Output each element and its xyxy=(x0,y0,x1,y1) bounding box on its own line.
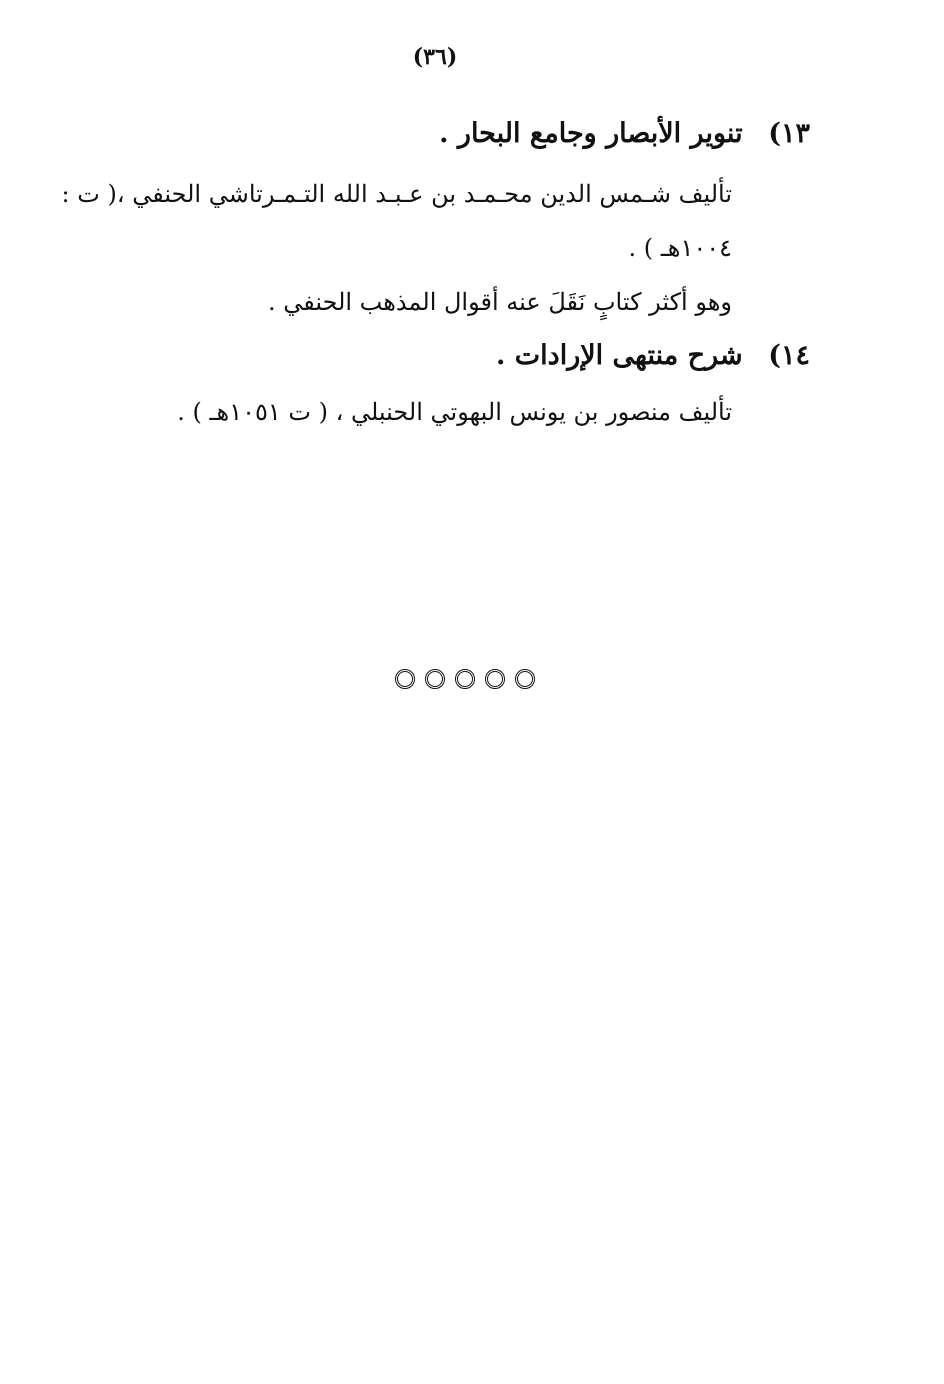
entry-13-heading xyxy=(90,118,810,149)
ornament-star-icon xyxy=(455,669,475,689)
entry-13-line-2: ١٠٠٤هـ ) . xyxy=(628,234,732,262)
entry-14-line-1: تأليف منصور بن يونس البهوتي الحنبلي ، ( ت ١٠٥١هـ ) . xyxy=(177,398,732,426)
ornament-star-icon xyxy=(425,669,445,689)
ornament-star-icon xyxy=(515,669,535,689)
entry-13-number: ١٣) xyxy=(768,118,810,149)
entry-13-line-3: وهو أكثر كتابٍ نَقَلَ عنه أقوال المذهب الحنفي . xyxy=(267,288,732,316)
entry-13-title: تنوير الأبصار وجامع البحار . xyxy=(439,118,743,149)
ornament-star-icon xyxy=(395,669,415,689)
entry-14-title: شرح منتهى الإرادات . xyxy=(495,340,743,371)
entry-14-number: ١٤) xyxy=(768,340,810,371)
ornament-star-icon xyxy=(485,669,505,689)
entry-13-line-1: تأليف شـمس الدين محـمـد بن عـبـد الله التـمـرتاشي الحنفي ،( ت : xyxy=(61,180,732,208)
page-number: (٣٦) xyxy=(412,44,458,70)
section-divider-ornament xyxy=(0,666,930,691)
entry-14-heading xyxy=(90,340,810,371)
